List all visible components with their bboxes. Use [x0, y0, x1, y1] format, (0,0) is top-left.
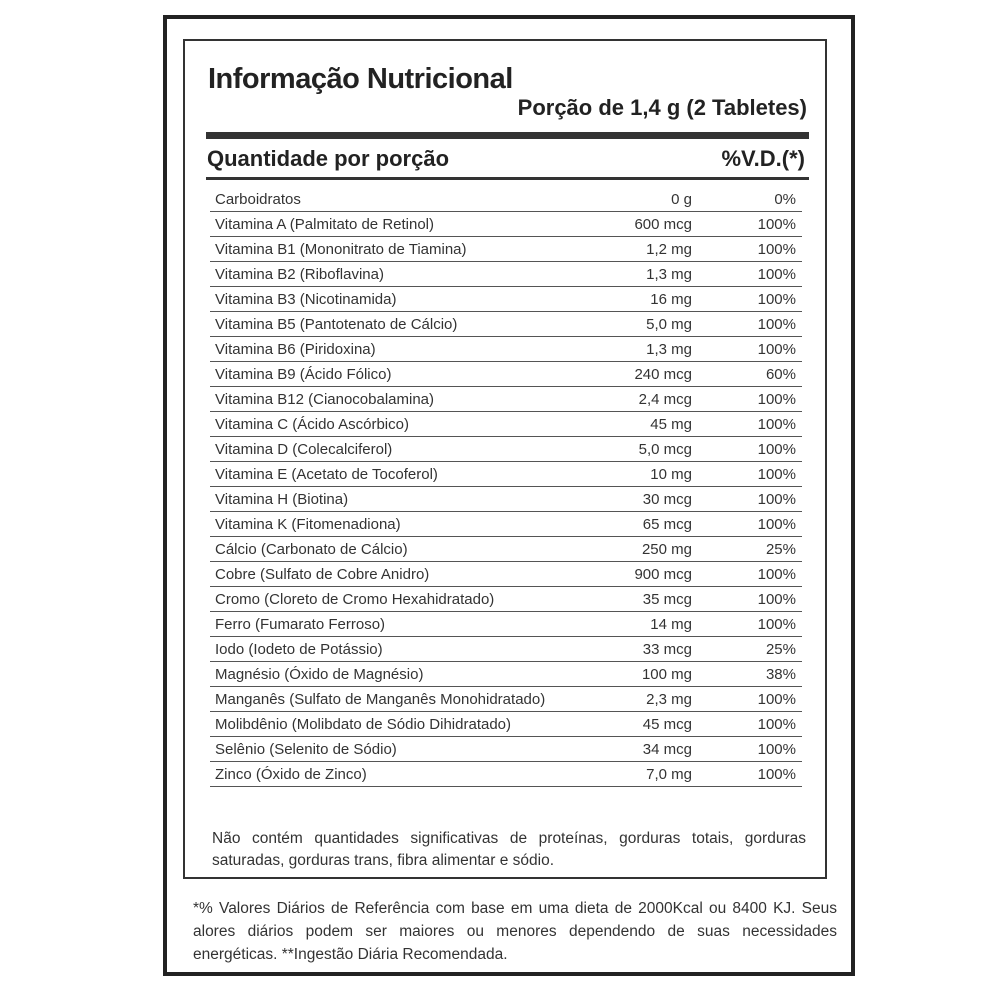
nutrient-daily-value: 25% — [765, 641, 796, 658]
nutrient-amount: 900 mcg — [634, 566, 692, 583]
nutrient-amount: 10 mg — [650, 466, 692, 483]
daily-value-header: %V.D.(*) — [721, 146, 805, 171]
table-row — [210, 762, 802, 787]
quantity-header: Quantidade por porção — [207, 146, 450, 171]
table-row — [210, 437, 802, 462]
nutrient-amount: 34 mcg — [642, 741, 692, 758]
nutrient-daily-value: 100% — [757, 466, 796, 483]
nutrient-daily-value: 100% — [757, 291, 796, 308]
nutrient-daily-value: 100% — [757, 266, 796, 283]
nutrient-name: Vitamina B12 (Cianocobalamina) — [215, 391, 435, 408]
nutrient-amount: 65 mcg — [642, 516, 692, 533]
table-row — [210, 237, 802, 262]
nutrient-amount: 16 mg — [650, 291, 692, 308]
nutrient-amount: 600 mcg — [634, 216, 692, 233]
nutrient-name: Vitamina E (Acetato de Tocoferol) — [215, 466, 438, 483]
nutrient-amount: 45 mcg — [642, 716, 692, 733]
table-row — [210, 737, 802, 762]
nutrient-name: Vitamina B6 (Piridoxina) — [215, 341, 376, 358]
nutrient-amount: 35 mcg — [642, 591, 692, 608]
nutrient-daily-value: 100% — [757, 516, 796, 533]
nutrient-daily-value: 100% — [757, 316, 796, 333]
nutrient-name: Vitamina K (Fitomenadiona) — [215, 516, 401, 533]
nutrient-name: Vitamina A (Palmitato de Retinol) — [215, 216, 435, 233]
daily-value-footnote: *% Valores Diários de Referência com base em uma dieta de 2000Kcal ou 8400 KJ. Seus alores diários podem ser maiores ou menores dependendo de suas necessidades energéticas. **Ingestão Diária Recomendada. — [193, 900, 837, 963]
nutrient-amount: 1,2 mg — [646, 241, 692, 258]
table-row — [210, 562, 802, 587]
nutrient-amount: 7,0 mg — [646, 766, 692, 783]
nutrient-daily-value: 100% — [757, 691, 796, 708]
nutrient-name: Vitamina B9 (Ácido Fólico) — [215, 366, 392, 383]
table-row — [210, 387, 802, 412]
table-row — [210, 637, 802, 662]
nutrient-daily-value: 100% — [757, 416, 796, 433]
nutrient-name: Carboidratos — [215, 191, 301, 208]
nutrient-name: Vitamina B3 (Nicotinamida) — [215, 291, 397, 308]
table-row — [210, 187, 802, 212]
table-row — [210, 412, 802, 437]
nutrient-name: Manganês (Sulfato de Manganês Monohidratado) — [215, 691, 546, 708]
nutrient-daily-value: 100% — [757, 566, 796, 583]
nutrient-daily-value: 60% — [765, 366, 796, 383]
nutrient-name: Cálcio (Carbonato de Cálcio) — [215, 541, 408, 558]
nutrient-daily-value: 38% — [765, 666, 796, 683]
table-row — [210, 712, 802, 737]
nutrient-daily-value: 100% — [757, 441, 796, 458]
header-divider — [206, 177, 809, 180]
nutrient-daily-value: 100% — [757, 241, 796, 258]
nutrient-daily-value: 0% — [774, 191, 796, 208]
table-row — [210, 687, 802, 712]
nutrition-label-outer-frame — [163, 15, 855, 976]
table-row — [210, 212, 802, 237]
thick-divider — [206, 132, 809, 139]
label-title: Informação Nutricional — [208, 63, 513, 95]
nutrient-amount: 250 mg — [641, 541, 692, 558]
nutrient-daily-value: 100% — [757, 391, 796, 408]
nutrient-name: Magnésio (Óxido de Magnésio) — [215, 666, 424, 683]
nutrient-name: Cromo (Cloreto de Cromo Hexahidratado) — [215, 591, 495, 608]
nutrient-name: Vitamina D (Colecalciferol) — [215, 441, 393, 458]
nutrient-name: Selênio (Selenito de Sódio) — [215, 741, 397, 758]
nutrient-name: Zinco (Óxido de Zinco) — [215, 766, 367, 783]
table-row — [210, 487, 802, 512]
nutrient-amount: 2,4 mcg — [638, 391, 692, 408]
nutrient-name: Iodo (Iodeto de Potássio) — [215, 641, 383, 658]
table-row — [210, 512, 802, 537]
nutrient-amount: 1,3 mg — [646, 266, 692, 283]
nutrient-amount: 33 mcg — [642, 641, 692, 658]
nutrient-daily-value: 100% — [757, 741, 796, 758]
table-row — [210, 312, 802, 337]
nutrient-amount: 45 mg — [650, 416, 692, 433]
nutrient-daily-value: 100% — [757, 491, 796, 508]
table-row — [210, 287, 802, 312]
portion-size: Porção de 1,4 g (2 Tabletes) — [517, 95, 807, 120]
nutrient-daily-value: 100% — [757, 766, 796, 783]
nutrient-name: Molibdênio (Molibdato de Sódio Dihidratado) — [215, 716, 512, 733]
nutrient-amount: 100 mg — [641, 666, 692, 683]
nutrient-amount: 1,3 mg — [646, 341, 692, 358]
nutrient-daily-value: 100% — [757, 616, 796, 633]
table-row — [210, 337, 802, 362]
nutrient-amount: 14 mg — [650, 616, 692, 633]
nutrient-name: Vitamina B1 (Mononitrato de Tiamina) — [215, 241, 467, 258]
nutrient-daily-value: 100% — [757, 716, 796, 733]
table-row — [210, 662, 802, 687]
nutrient-name: Cobre (Sulfato de Cobre Anidro) — [215, 566, 430, 583]
nutrient-daily-value: 100% — [757, 216, 796, 233]
nutrient-amount: 5,0 mg — [646, 316, 692, 333]
nutrient-name: Vitamina H (Biotina) — [215, 491, 349, 508]
table-row — [210, 262, 802, 287]
nutrient-name: Ferro (Fumarato Ferroso) — [215, 616, 386, 633]
table-row — [210, 537, 802, 562]
nutrient-amount: 2,3 mg — [646, 691, 692, 708]
table-row — [210, 612, 802, 637]
nutrient-amount: 30 mcg — [642, 491, 692, 508]
nutrient-rows — [210, 187, 802, 787]
table-row — [210, 587, 802, 612]
nutrient-amount: 240 mcg — [634, 366, 692, 383]
nutrient-daily-value: 100% — [757, 341, 796, 358]
nutrient-name: Vitamina B2 (Riboflavina) — [215, 266, 384, 283]
nutrient-name: Vitamina C (Ácido Ascórbico) — [215, 416, 409, 433]
nutrient-daily-value: 100% — [757, 591, 796, 608]
nutrient-amount: 5,0 mcg — [638, 441, 692, 458]
table-row — [210, 462, 802, 487]
nutrient-daily-value: 25% — [765, 541, 796, 558]
nutrient-name: Vitamina B5 (Pantotenato de Cálcio) — [215, 316, 458, 333]
table-row — [210, 362, 802, 387]
nutrition-table-frame — [183, 39, 827, 879]
nutrient-amount: 0 g — [671, 191, 692, 208]
nutrient-disclaimer: Não contém quantidades significativas de proteínas, gorduras totais, gorduras saturadas, gorduras trans, fibra alimentar e sódio. — [212, 830, 806, 869]
